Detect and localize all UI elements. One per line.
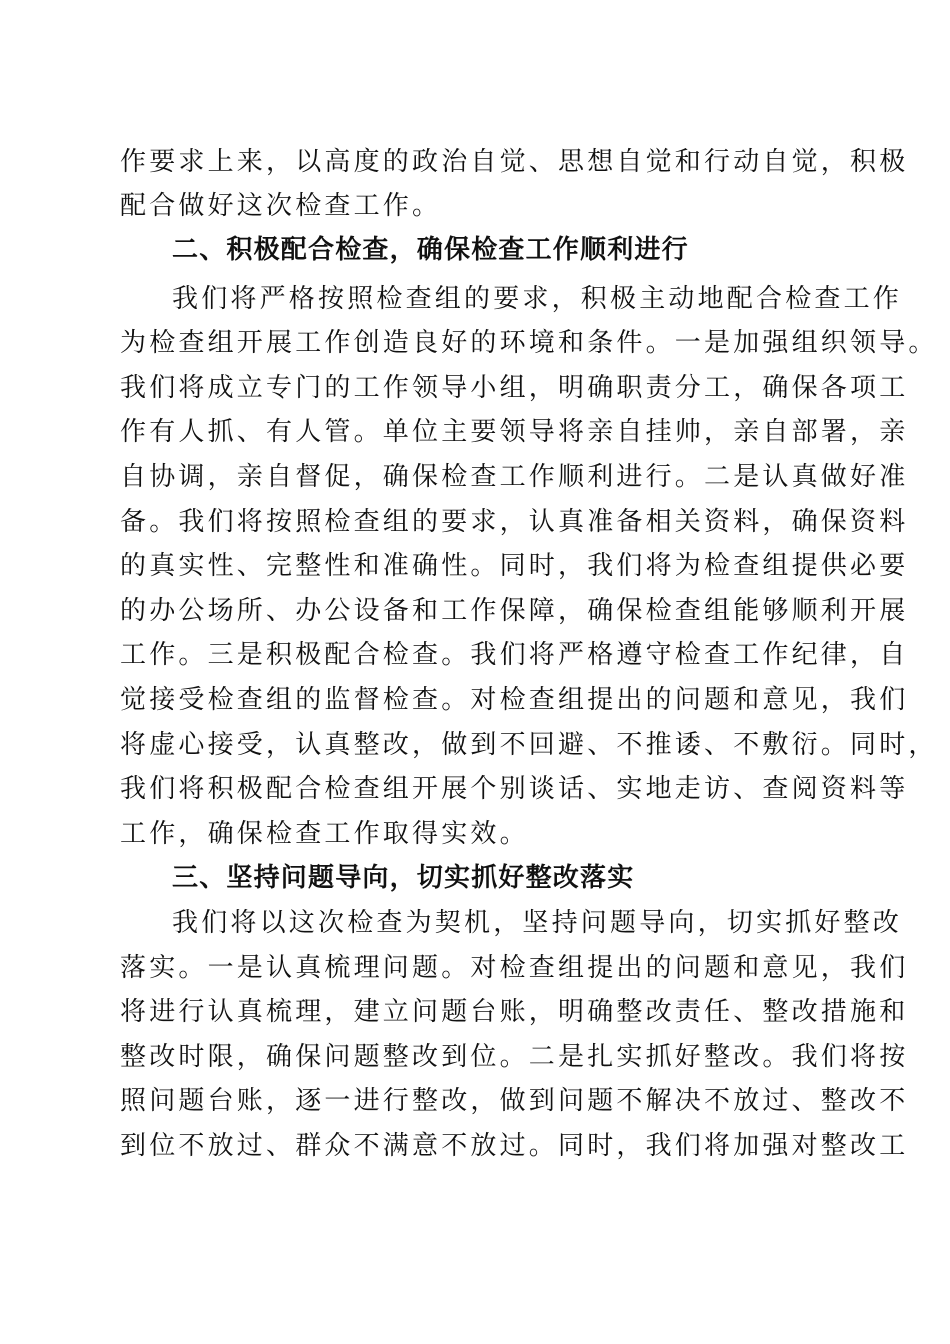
paragraph-line: 将进行认真梳理，建立问题台账，明确整改责任、整改措施和 — [120, 997, 909, 1027]
section-heading-3: 三、坚持问题导向，切实抓好整改落实 — [172, 863, 635, 893]
paragraph-line: 落实。一是认真梳理问题。对检查组提出的问题和意见，我们 — [120, 953, 909, 983]
paragraph-line: 我们将积极配合检查组开展个别谈话、实地走访、查阅资料等 — [120, 774, 909, 804]
paragraph-line: 觉接受检查组的监督检查。对检查组提出的问题和意见，我们 — [120, 685, 909, 715]
paragraph-line: 我们将以这次检查为契机，坚持问题导向，切实抓好整改 — [172, 908, 903, 938]
paragraph-line: 照问题台账，逐一进行整改，做到问题不解决不放过、整改不 — [120, 1086, 909, 1116]
paragraph-line: 将虚心接受，认真整改，做到不回避、不推诿、不敷衍。同时， — [120, 730, 938, 760]
paragraph-line: 我们将成立专门的工作领导小组，明确职责分工，确保各项工 — [120, 373, 909, 403]
paragraph-line: 自协调，亲自督促，确保检查工作顺利进行。二是认真做好准 — [120, 462, 909, 492]
paragraph-line: 备。我们将按照检查组的要求，认真准备相关资料，确保资料 — [120, 507, 909, 537]
paragraph-line: 作有人抓、有人管。单位主要领导将亲自挂帅，亲自部署，亲 — [120, 417, 909, 447]
paragraph-line: 工作。三是积极配合检查。我们将严格遵守检查工作纪律，自 — [120, 640, 909, 670]
paragraph-line: 的办公场所、办公设备和工作保障，确保检查组能够顺利开展 — [120, 596, 909, 626]
paragraph-line: 工作，确保检查工作取得实效。 — [120, 819, 529, 849]
paragraph-line: 配合做好这次检查工作。 — [120, 191, 442, 221]
paragraph-line: 到位不放过、群众不满意不放过。同时，我们将加强对整改工 — [120, 1131, 909, 1161]
paragraph-line: 整改时限，确保问题整改到位。二是扎实抓好整改。我们将按 — [120, 1042, 909, 1072]
paragraph-line: 的真实性、完整性和准确性。同时，我们将为检查组提供必要 — [120, 551, 909, 581]
paragraph-line: 我们将严格按照检查组的要求，积极主动地配合检查工作 — [172, 284, 903, 314]
paragraph-line: 为检查组开展工作创造良好的环境和条件。一是加强组织领导。 — [120, 328, 938, 358]
section-heading-2: 二、积极配合检查，确保检查工作顺利进行 — [172, 235, 689, 265]
paragraph-line: 作要求上来，以高度的政治自觉、思想自觉和行动自觉，积极 — [120, 147, 909, 177]
